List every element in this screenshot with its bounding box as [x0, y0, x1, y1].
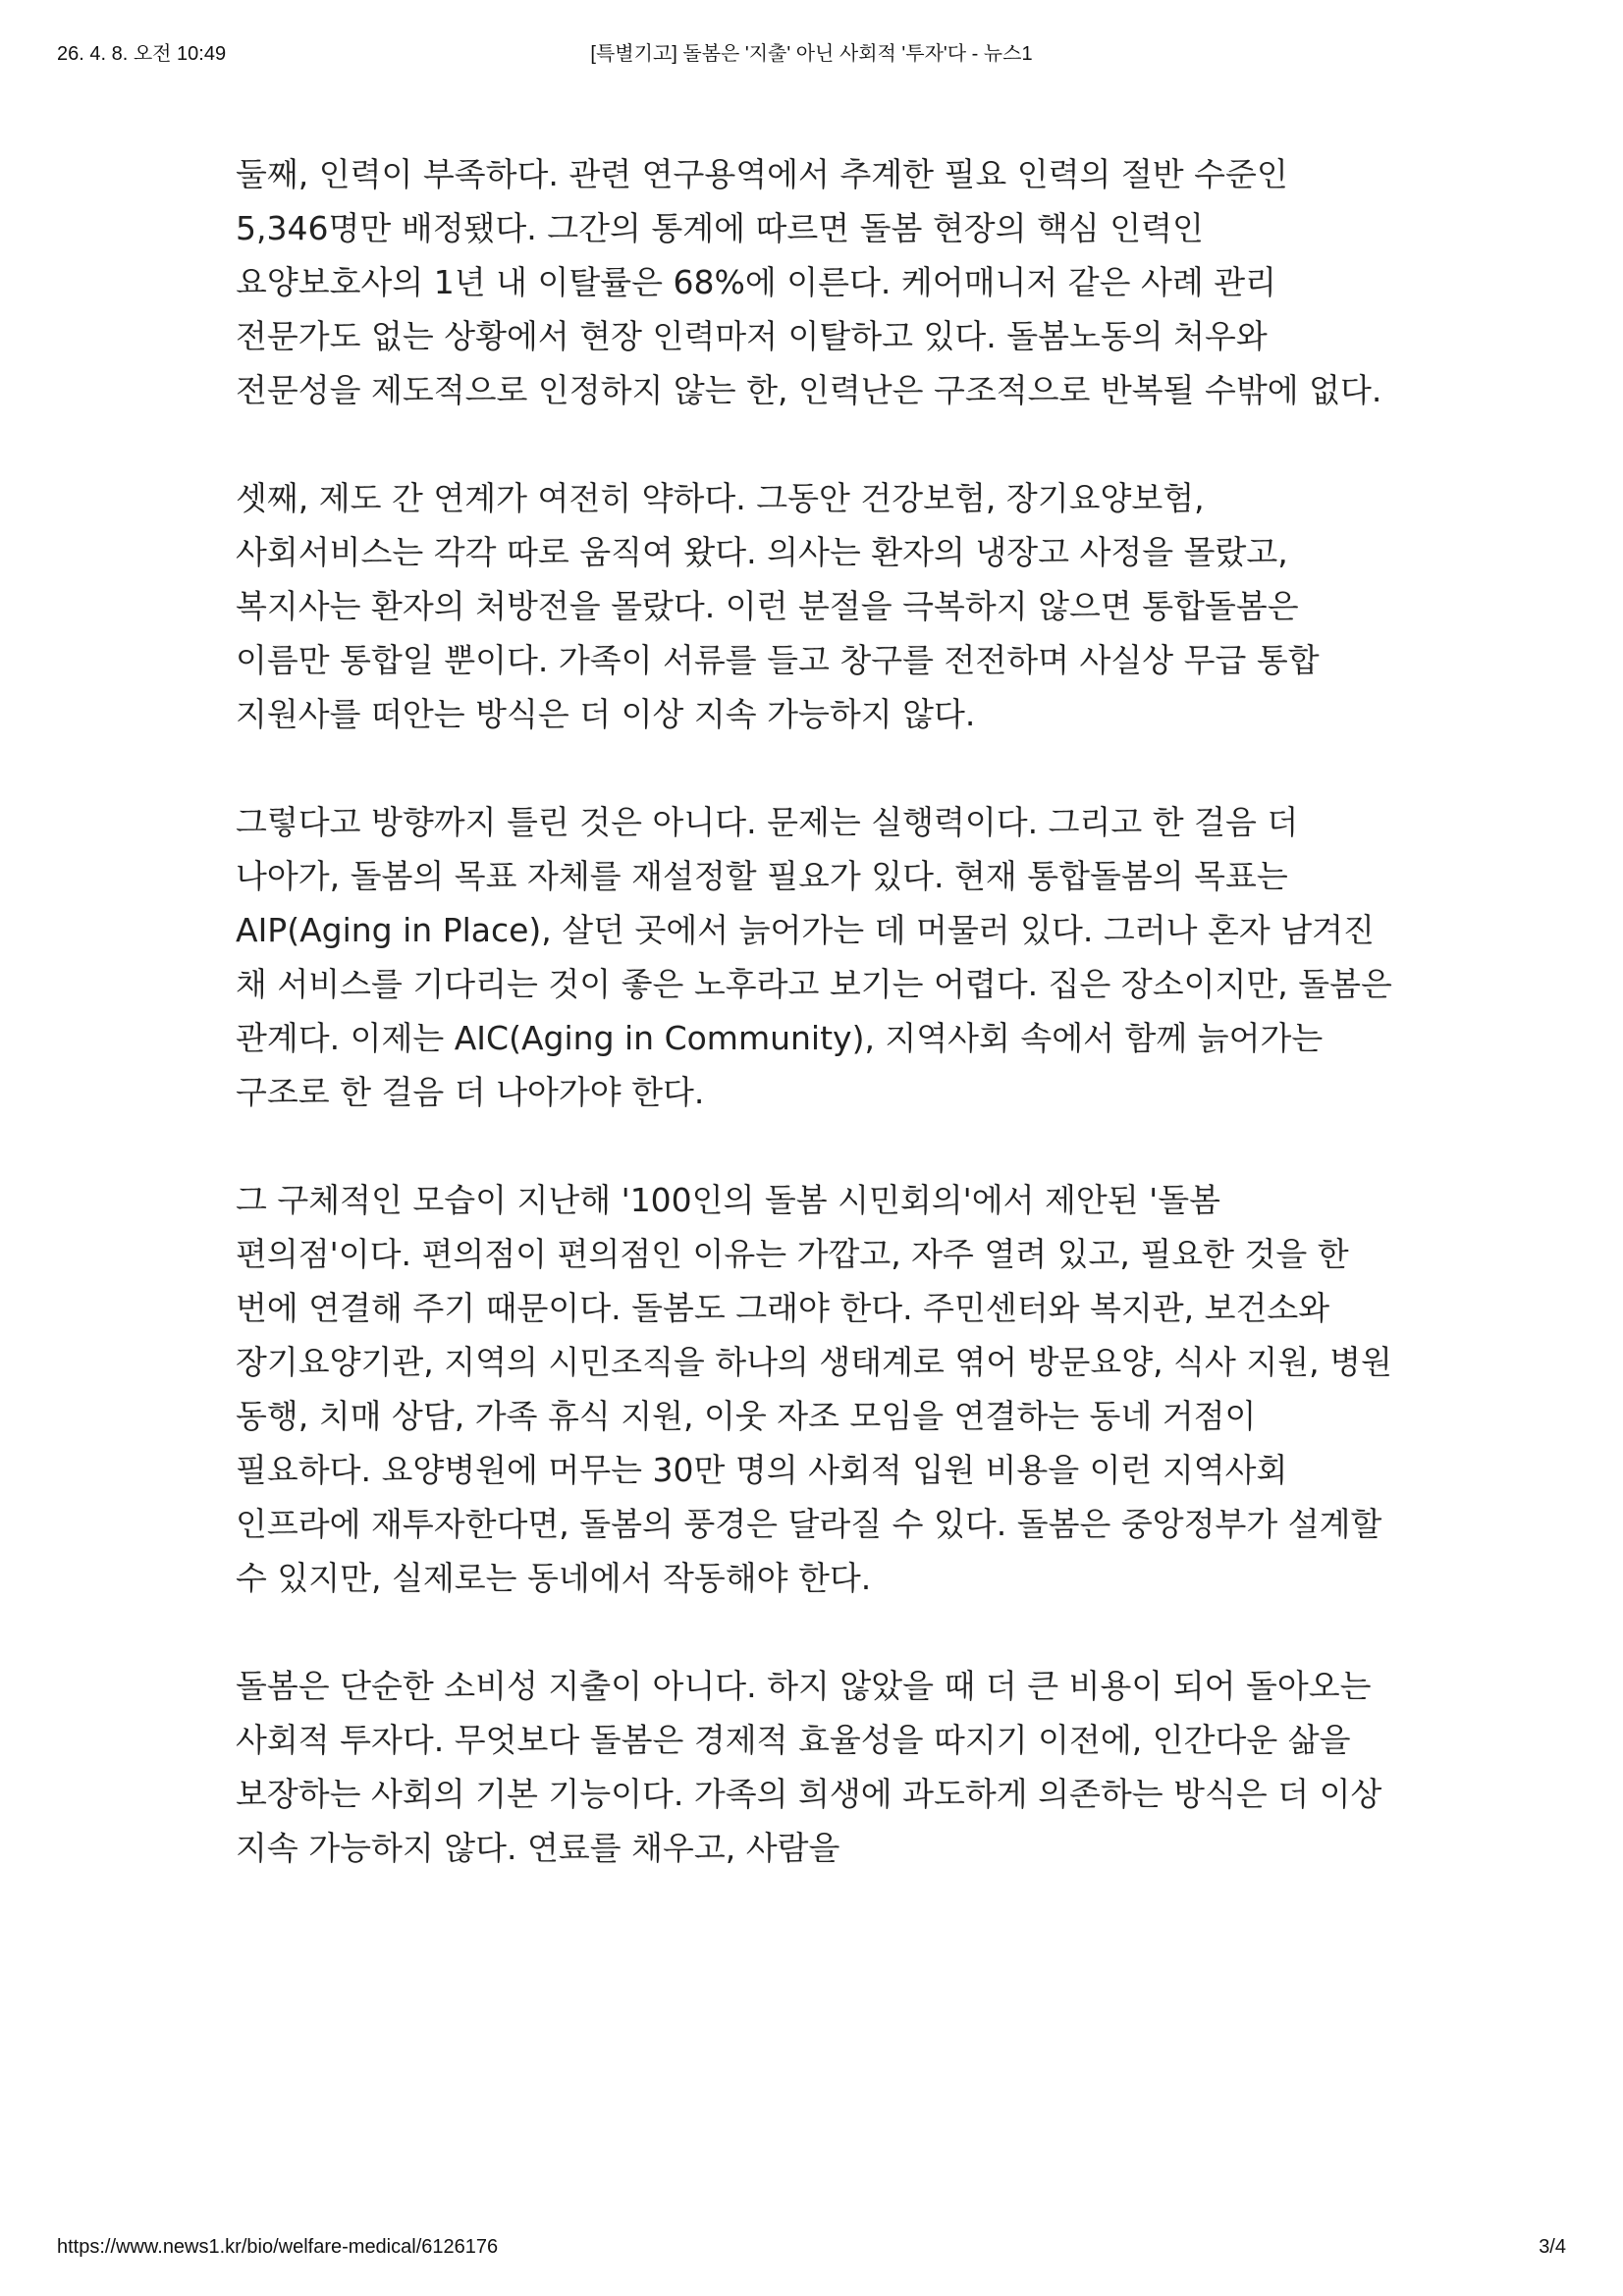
print-datetime: 26. 4. 8. 오전 10:49 — [57, 43, 227, 65]
article-body — [236, 147, 1394, 1929]
page-title: [특별기고] 돌봄은 '지출' 아닌 사회적 '투자'다 - 뉴스1 — [590, 43, 1033, 65]
article-paragraph: 그 구체적인 모습이 지난해 '100인의 돌봄 시민회의'에서 제안된 '돌봄 편의점'이다. 편의점이 편의점인 이유는 가깝고, 자주 열려 있고, 필요한 것을 한 번에 연결해 주기 때문이다. 돌봄도 그래야 한다. 주민센터와 복지관, 보건소와 장기요양기관, 지역의 시민조직을 하나의 생태계로 엮어 방문요양, 식사 지원, 병원 동행, 치매 상담, 가족 휴식 지원, 이웃 자조 모임을 연결하는 동네 거점이 필요하다. 요양병원에 머무는 30만 명의 사회적 입원 비용을 이런 지역사회 인프라에 재투자한다면, 돌봄의 풍경은 달라질 수 있다. 돌봄은 중앙정부가 설계할 수 있지만, 실제로는 동네에서 작동해야 한다. — [236, 1181, 1392, 1597]
print-footer — [57, 2236, 1566, 2266]
source-url-link[interactable]: https://www.news1.kr/bio/welfare-medical/6126176 — [57, 2236, 499, 2258]
article-paragraph: 둘째, 인력이 부족하다. 관련 연구용역에서 추계한 필요 인력의 절반 수준인 5,346명만 배정됐다. 그간의 통계에 따르면 돌봄 현장의 핵심 인력인 요양보호사의 1년 내 이탈률은 68%에 이른다. 케어매니저 같은 사례 관리 전문가도 없는 상황에서 현장 인력마저 이탈하고 있다. 돌봄노동의 처우와 전문성을 제도적으로 인정하지 않는 한, 인력난은 구조적으로 반복될 수밖에 없다. — [236, 155, 1382, 409]
print-header — [57, 37, 1566, 67]
page-number: 3/4 — [1539, 2236, 1566, 2258]
article-paragraph: 그렇다고 방향까지 틀린 것은 아니다. 문제는 실행력이다. 그리고 한 걸음 더 나아가, 돌봄의 목표 자체를 재설정할 필요가 있다. 현재 통합돌봄의 목표는 AIP(Aging in Place), 살던 곳에서 늙어가는 데 머물러 있다. 그러나 혼자 남겨진 채 서비스를 기다리는 것이 좋은 노후라고 보기는 어렵다. 집은 장소이지만, 돌봄은 관계다. 이제는 AIC(Aging in Community), 지역사회 속에서 함께 늙어가는 구조로 한 걸음 더 나아가야 한다. — [236, 803, 1392, 1111]
article-paragraph: 돌봄은 단순한 소비성 지출이 아니다. 하지 않았을 때 더 큰 비용이 되어 돌아오는 사회적 투자다. 무엇보다 돌봄은 경제적 효율성을 따지기 이전에, 인간다운 삶을 보장하는 사회의 기본 기능이다. 가족의 희생에 과도하게 의존하는 방식은 더 이상 지속 가능하지 않다. 연료를 채우고, 사람을 — [236, 1667, 1382, 1867]
article-paragraph: 셋째, 제도 간 연계가 여전히 약하다. 그동안 건강보험, 장기요양보험, 사회서비스는 각각 따로 움직여 왔다. 의사는 환자의 냉장고 사정을 몰랐고, 복지사는 환자의 처방전을 몰랐다. 이런 분절을 극복하지 않으면 통합돌봄은 이름만 통합일 뿐이다. 가족이 서류를 들고 창구를 전전하며 사실상 무급 통합 지원사를 떠안는 방식은 더 이상 지속 가능하지 않다. — [236, 479, 1320, 733]
